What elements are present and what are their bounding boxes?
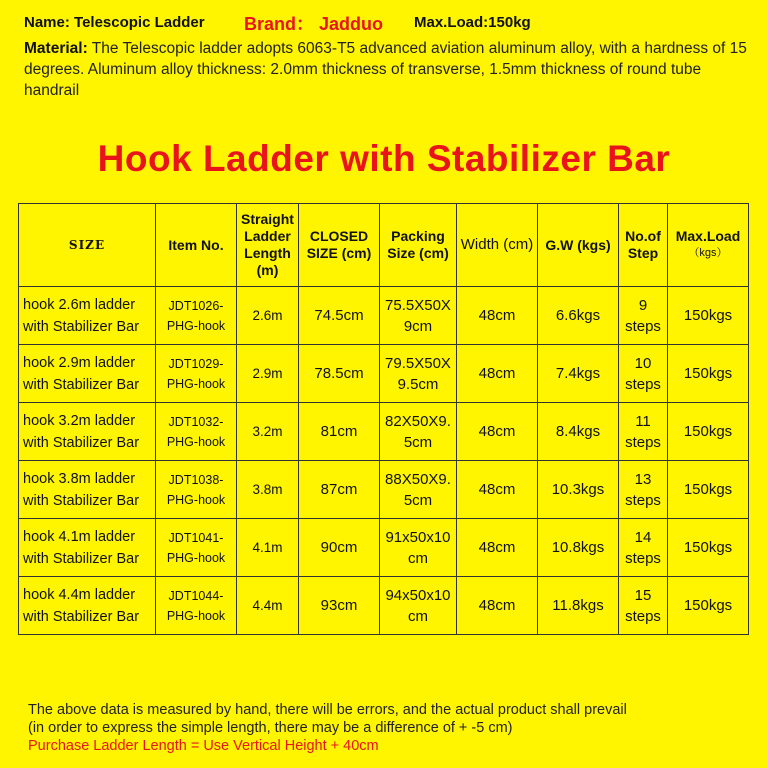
header-size: SIZE: [19, 204, 156, 287]
max-load-label: Max.Load:150kg: [414, 14, 531, 31]
cell-steps: 13 steps: [619, 461, 668, 519]
cell-max-load: 150kgs: [668, 519, 749, 577]
cell-size: hook 3.8m ladder with Stabilizer Bar: [19, 461, 156, 519]
cell-packing-size: 82X50X9. 5cm: [380, 403, 457, 461]
cell-steps: 14 steps: [619, 519, 668, 577]
table-row: [19, 577, 749, 635]
cell-straight-length: 4.4m: [237, 577, 299, 635]
cell-size: hook 3.2m ladder with Stabilizer Bar: [19, 403, 156, 461]
cell-item-no: JDT1029-PHG-hook: [156, 345, 237, 403]
cell-straight-length: 2.6m: [237, 287, 299, 345]
material-text: The Telescopic ladder adopts 6063-T5 advanced aviation aluminum alloy, with a hardness of 15 degrees. Aluminum alloy thickness: 2.0mm thickness of transverse, 1.5mm thickness of round tube handrail: [24, 40, 747, 99]
cell-gross-weight: 10.8kgs: [538, 519, 619, 577]
cell-closed-size: 90cm: [299, 519, 380, 577]
header-packing-size: Packing Size (cm): [380, 204, 457, 287]
cell-item-no: JDT1041-PHG-hook: [156, 519, 237, 577]
cell-gross-weight: 8.4kgs: [538, 403, 619, 461]
header-item-no: Item No.: [156, 204, 237, 287]
header-max-load-unit: （kgs）: [688, 247, 728, 259]
cell-packing-size: 91x50x10 cm: [380, 519, 457, 577]
header-steps: No.of Step: [619, 204, 668, 287]
cell-straight-length: 2.9m: [237, 345, 299, 403]
cell-straight-length: 3.2m: [237, 403, 299, 461]
cell-steps: 9 steps: [619, 287, 668, 345]
table-row: [19, 461, 749, 519]
cell-width: 48cm: [457, 345, 538, 403]
brand-label: Brand： Jadduo: [244, 14, 384, 34]
cell-straight-length: 3.8m: [237, 461, 299, 519]
cell-size: hook 2.6m ladder with Stabilizer Bar: [19, 287, 156, 345]
cell-steps: 11 steps: [619, 403, 668, 461]
footnote-measurement: The above data is measured by hand, there will be errors, and the actual product shall prevail: [28, 702, 627, 718]
cell-max-load: 150kgs: [668, 461, 749, 519]
cell-width: 48cm: [457, 519, 538, 577]
table-header-row: [19, 204, 749, 287]
cell-packing-size: 94x50x10 cm: [380, 577, 457, 635]
cell-max-load: 150kgs: [668, 287, 749, 345]
cell-packing-size: 79.5X50X 9.5cm: [380, 345, 457, 403]
cell-closed-size: 87cm: [299, 461, 380, 519]
material-label: Material:: [24, 40, 88, 57]
cell-width: 48cm: [457, 403, 538, 461]
footnote-purchase-rule: Purchase Ladder Length = Use Vertical Height + 40cm: [28, 738, 379, 754]
header-max-load: [668, 204, 749, 287]
cell-closed-size: 78.5cm: [299, 345, 380, 403]
cell-size: hook 4.4m ladder with Stabilizer Bar: [19, 577, 156, 635]
header-straight-length: Straight Ladder Length (m): [237, 204, 299, 287]
cell-steps: 10 steps: [619, 345, 668, 403]
cell-packing-size: 75.5X50X 9cm: [380, 287, 457, 345]
material-description: [24, 38, 754, 101]
cell-gross-weight: 7.4kgs: [538, 345, 619, 403]
footnotes: [28, 701, 748, 755]
cell-width: 48cm: [457, 461, 538, 519]
header-closed-size: CLOSED SIZE (cm): [299, 204, 380, 287]
cell-item-no: JDT1044-PHG-hook: [156, 577, 237, 635]
footnote-tolerance: (in order to express the simple length, there may be a difference of + -5 cm): [28, 720, 513, 736]
cell-item-no: JDT1038-PHG-hook: [156, 461, 237, 519]
product-name: Name: Telescopic Ladder: [24, 14, 205, 31]
cell-max-load: 150kgs: [668, 345, 749, 403]
cell-size: hook 4.1m ladder with Stabilizer Bar: [19, 519, 156, 577]
header-gross-weight: G.W (kgs): [538, 204, 619, 287]
table-row: [19, 287, 749, 345]
cell-width: 48cm: [457, 287, 538, 345]
cell-gross-weight: 10.3kgs: [538, 461, 619, 519]
header-max-load-label: Max.Load: [675, 228, 741, 244]
cell-closed-size: 81cm: [299, 403, 380, 461]
table-row: [19, 403, 749, 461]
cell-closed-size: 74.5cm: [299, 287, 380, 345]
cell-max-load: 150kgs: [668, 403, 749, 461]
header-width: Width (cm): [457, 204, 538, 287]
cell-gross-weight: 6.6kgs: [538, 287, 619, 345]
cell-closed-size: 93cm: [299, 577, 380, 635]
cell-packing-size: 88X50X9. 5cm: [380, 461, 457, 519]
cell-size: hook 2.9m ladder with Stabilizer Bar: [19, 345, 156, 403]
spec-table: [18, 203, 749, 635]
cell-steps: 15 steps: [619, 577, 668, 635]
table-row: [19, 519, 749, 577]
cell-width: 48cm: [457, 577, 538, 635]
cell-item-no: JDT1026-PHG-hook: [156, 287, 237, 345]
page-title: Hook Ladder with Stabilizer Bar: [97, 138, 671, 179]
table-row: [19, 345, 749, 403]
cell-gross-weight: 11.8kgs: [538, 577, 619, 635]
cell-item-no: JDT1032-PHG-hook: [156, 403, 237, 461]
cell-straight-length: 4.1m: [237, 519, 299, 577]
cell-max-load: 150kgs: [668, 577, 749, 635]
